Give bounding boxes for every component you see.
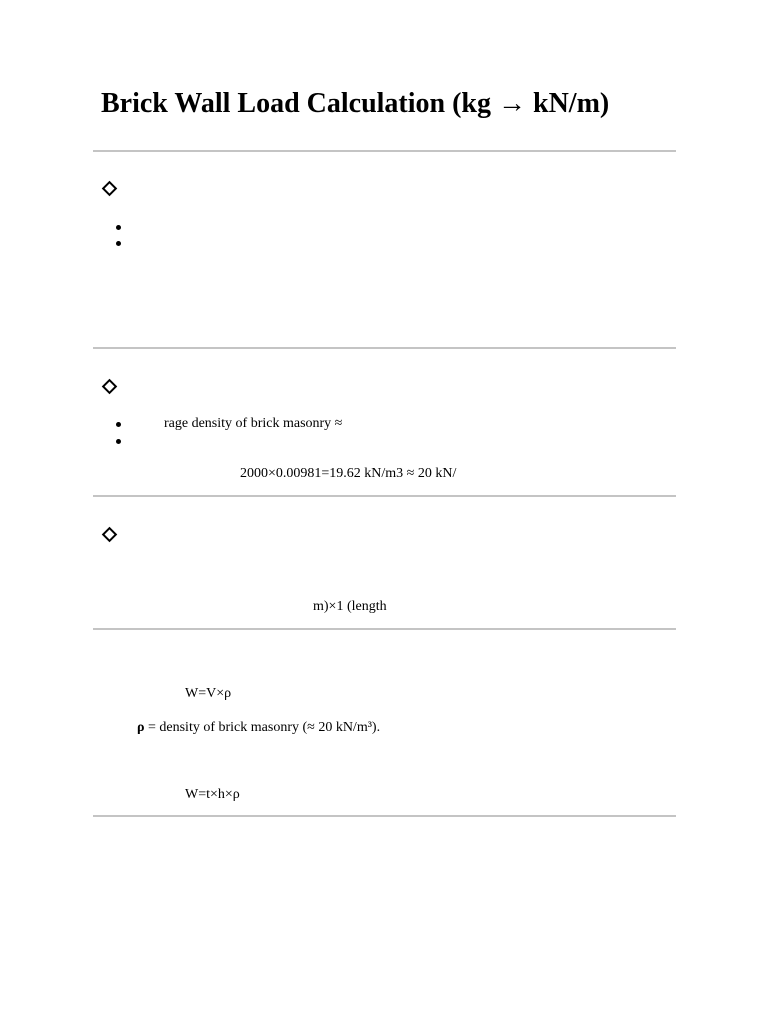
density-formula: 2000×0.00981=19.62 kN/m3 ≈ 20 kN/	[240, 466, 457, 481]
bullet-icon	[116, 439, 121, 444]
divider	[93, 347, 676, 349]
weight-formula: W=V×ρ	[185, 686, 232, 701]
weight-per-meter-formula: W=t×h×ρ	[185, 787, 240, 802]
divider	[93, 628, 676, 630]
page-title: Brick Wall Load Calculation (kg → kN/m)	[101, 88, 610, 119]
rho-definition-text: = density of brick masonry (≈ 20 kN/m³).	[144, 720, 381, 735]
bullet-icon	[116, 225, 121, 230]
bullet-icon	[116, 422, 121, 427]
divider	[93, 495, 676, 497]
volume-text: m)×1 (length	[313, 599, 387, 614]
density-text: rage density of brick masonry ≈	[164, 416, 343, 431]
diamond-icon	[102, 181, 118, 197]
diamond-icon	[102, 527, 118, 543]
divider	[93, 150, 676, 152]
rho-definition	[137, 719, 380, 737]
divider	[93, 815, 676, 817]
bullet-icon	[116, 241, 121, 246]
diamond-icon	[102, 379, 118, 395]
rho-symbol: ρ	[137, 720, 145, 735]
